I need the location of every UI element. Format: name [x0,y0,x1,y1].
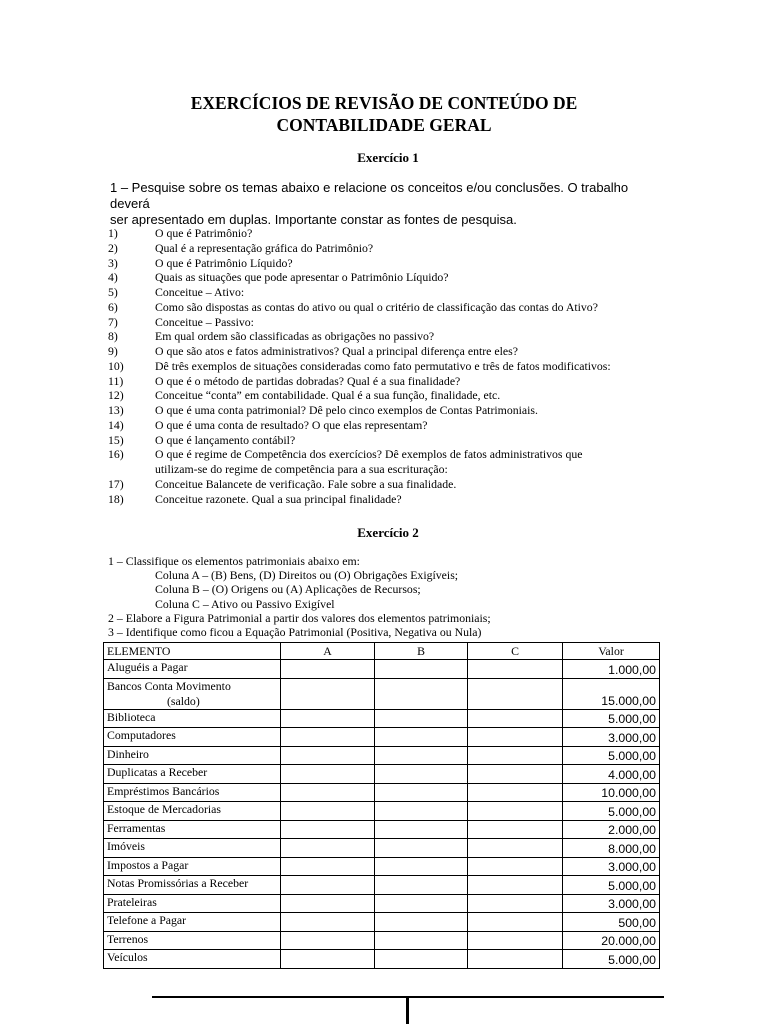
question-number: 9) [108,344,118,358]
table-row [104,709,660,728]
question-number: 11) [108,373,124,388]
elemento-name: Bancos Conta Movimento [107,678,231,693]
elemento-cell [104,765,281,784]
answer-cell-b[interactable] [375,876,468,895]
table-row [104,660,660,679]
answer-cell-c[interactable] [468,783,563,802]
question-text: O que é uma conta patrimonial? Dê pelo cinco exemplos de Contas Patrimoniais. [155,403,538,417]
question-number: 2) [108,240,118,255]
question-item [108,403,668,418]
question-text: O que são atos e fatos administrativos? Qual a principal diferença entre eles? [155,344,518,358]
answer-cell-a[interactable] [281,857,375,876]
answer-cell-c[interactable] [468,709,563,728]
table-row [104,765,660,784]
question-text: Conceitue “conta” em contabilidade. Qual é a sua função, finalidade, etc. [155,388,501,403]
question-item [108,374,668,389]
header-a: A [281,643,375,660]
table-row [104,839,660,858]
table-row [104,931,660,950]
elemento-cell [104,931,281,950]
patrimonial-table [103,642,660,969]
question-item [108,477,668,492]
question-text: Conceitue – Passivo: [155,314,254,329]
intro-line-2: ser apresentado em duplas. Importante constar as fontes de pesquisa. [110,212,517,227]
answer-cell-b[interactable] [375,728,468,747]
answer-cell-b[interactable] [375,660,468,679]
answer-cell-b[interactable] [375,894,468,913]
question-number: 7) [108,314,118,329]
question-item [108,388,668,403]
valor-cell: 3.000,00 [563,728,660,747]
question-item [108,285,668,300]
valor-cell: 3.000,00 [563,894,660,913]
question-list [108,226,668,506]
exercise-2-instructions [108,554,708,639]
answer-cell-c[interactable] [468,857,563,876]
header-c: C [468,643,563,660]
instruction-line: Coluna A – (B) Bens, (D) Direitos ou (O) Obrigações Exigíveis; [155,568,459,583]
answer-cell-c[interactable] [468,950,563,969]
question-item [108,418,668,433]
elemento-cell [104,839,281,858]
instruction-line: Coluna B – (O) Origens ou (A) Aplicações de Recursos; [155,582,421,597]
answer-cell-c[interactable] [468,839,563,858]
answer-cell-a[interactable] [281,783,375,802]
elemento-cell [104,678,281,709]
exercise-1-heading: Exercício 1 [357,150,419,165]
elemento-name: Prateleiras [107,894,157,909]
question-text: Conceitue razonete. Qual a sua principal finalidade? [155,491,402,506]
answer-cell-b[interactable] [375,950,468,969]
answer-cell-a[interactable] [281,746,375,765]
header-valor: Valor [563,643,660,660]
question-text: Conceitue Balancete de verificação. Fale sobre a sua finalidade. [155,476,457,491]
table-header-row [104,643,660,660]
elemento-cell [104,660,281,679]
question-number: 13) [108,403,124,417]
elemento-cell [104,746,281,765]
question-item [108,359,668,374]
question-item [108,462,668,477]
answer-cell-a[interactable] [281,765,375,784]
valor-cell: 8.000,00 [563,839,660,858]
question-number: 15) [108,432,124,447]
answer-cell-b[interactable] [375,913,468,932]
question-item [108,433,668,448]
answer-cell-b[interactable] [375,839,468,858]
question-number: 4) [108,270,118,285]
question-item [108,329,668,344]
valor-cell: 5.000,00 [563,950,660,969]
question-number: 17) [108,476,124,491]
table-row [104,950,660,969]
elemento-name: Terrenos [107,931,149,946]
valor-cell: 2.000,00 [563,820,660,839]
answer-cell-b[interactable] [375,931,468,950]
answer-cell-c[interactable] [468,765,563,784]
question-number: 18) [108,491,124,506]
table-row [104,746,660,765]
question-number: 14) [108,417,124,432]
elemento-name: Duplicatas a Receber [107,765,208,779]
answer-cell-c[interactable] [468,746,563,765]
question-text: O que é lançamento contábil? [155,432,296,447]
elemento-cell [104,709,281,728]
answer-cell-c[interactable] [468,913,563,932]
answer-cell-b[interactable] [375,802,468,821]
answer-cell-b[interactable] [375,783,468,802]
answer-cell-b[interactable] [375,820,468,839]
question-text: O que é Patrimônio Líquido? [155,255,293,270]
answer-cell-a[interactable] [281,950,375,969]
valor-cell: 10.000,00 [563,783,660,802]
answer-cell-a[interactable] [281,894,375,913]
answer-cell-a[interactable] [281,876,375,895]
elemento-name: Impostos a Pagar [107,857,189,872]
elemento-cell [104,857,281,876]
question-number: 8) [108,329,118,344]
elemento-name: Empréstimos Bancários [107,783,220,798]
question-text: Conceitue – Ativo: [155,285,245,299]
question-item [108,492,668,507]
answer-cell-b[interactable] [375,765,468,784]
question-text: utilizam-se do regime de competência para a sua escrituração: [155,462,448,476]
question-item [108,226,668,241]
question-item [108,447,668,462]
answer-cell-a[interactable] [281,678,375,709]
elemento-cell [104,913,281,932]
elemento-cell [104,876,281,895]
question-number: 3) [108,255,118,270]
elemento-name: Estoque de Mercadorias [107,802,221,816]
table-row [104,802,660,821]
table-row [104,728,660,747]
elemento-subtext: (saldo) [167,693,200,708]
footer-divider [406,997,409,1024]
answer-cell-c[interactable] [468,894,563,913]
question-text: Qual é a representação gráfica do Patrimônio? [155,240,374,255]
valor-cell: 4.000,00 [563,765,660,784]
elemento-name: Telefone a Pagar [107,913,187,927]
intro-line-1: 1 – Pesquise sobre os temas abaixo e relacione os conceitos e/ou conclusões. O trabalho deverá [110,180,629,211]
elemento-name: Aluguéis a Pagar [107,660,188,674]
valor-cell: 5.000,00 [563,876,660,895]
header-elemento: ELEMENTO [104,643,281,660]
valor-cell: 500,00 [563,913,660,932]
answer-cell-c[interactable] [468,728,563,747]
question-item [108,344,668,359]
question-text: O que é Patrimônio? [155,226,253,240]
instruction-line: 3 – Identifique como ficou a Equação Patrimonial (Positiva, Negativa ou Nula) [108,625,482,640]
answer-cell-c[interactable] [468,931,563,950]
table-row [104,678,660,709]
elemento-cell [104,820,281,839]
valor-cell: 5.000,00 [563,802,660,821]
elemento-cell [104,783,281,802]
answer-cell-a[interactable] [281,820,375,839]
answer-cell-c[interactable] [468,660,563,679]
valor-cell: 5.000,00 [563,709,660,728]
question-item [108,270,668,285]
question-item [108,315,668,330]
table-row [104,783,660,802]
document-title [0,92,768,136]
elemento-cell [104,802,281,821]
answer-cell-a[interactable] [281,802,375,821]
table-row [104,857,660,876]
answer-cell-a[interactable] [281,728,375,747]
title-line-2: CONTABILIDADE GERAL [276,115,492,135]
instruction-line: Coluna C – Ativo ou Passivo Exigível [155,596,335,611]
answer-cell-b[interactable] [375,678,468,709]
question-number: 5) [108,285,118,299]
elemento-name: Imóveis [107,839,146,853]
answer-cell-a[interactable] [281,709,375,728]
answer-cell-a[interactable] [281,931,375,950]
elemento-cell [104,950,281,969]
elemento-name: Notas Promissórias a Receber [107,876,249,890]
answer-cell-c[interactable] [468,820,563,839]
elemento-name: Veículos [107,950,148,964]
question-number: 10) [108,358,124,373]
valor-cell: 20.000,00 [563,931,660,950]
question-item [108,256,668,271]
question-number: 12) [108,388,124,403]
elemento-name: Dinheiro [107,746,149,761]
question-text: O que é regime de Competência dos exercícios? Dê exemplos de fatos administrativos que [155,447,583,462]
question-text: Quais as situações que pode apresentar o Patrimônio Líquido? [155,270,449,285]
question-text: O que é o método de partidas dobradas? Qual é a sua finalidade? [155,373,461,388]
table-row [104,913,660,932]
instruction-line: 1 – Classifique os elementos patrimoniais abaixo em: [108,554,360,568]
elemento-name: Computadores [107,728,176,742]
exercise-1-intro [110,180,670,228]
elemento-name: Biblioteca [107,709,156,724]
table-row [104,876,660,895]
question-number: 6) [108,299,118,314]
elemento-cell [104,894,281,913]
question-text: O que é uma conta de resultado? O que elas representam? [155,417,428,432]
valor-cell: 1.000,00 [563,660,660,679]
answer-cell-c[interactable] [468,802,563,821]
elemento-name: Ferramentas [107,820,166,835]
answer-cell-c[interactable] [468,678,563,709]
question-text: Como são dispostas as contas do ativo ou qual o critério de classificação das contas do Ativo? [155,299,598,314]
answer-cell-c[interactable] [468,876,563,895]
instruction-line: 2 – Elabore a Figura Patrimonial a partir dos valores dos elementos patrimoniais; [108,610,491,625]
answer-cell-a[interactable] [281,913,375,932]
answer-cell-b[interactable] [375,857,468,876]
header-b: B [375,643,468,660]
question-text: Em qual ordem são classificadas as obrigações no passivo? [155,329,435,344]
answer-cell-b[interactable] [375,746,468,765]
table-row [104,820,660,839]
valor-cell: 3.000,00 [563,857,660,876]
question-item [108,300,668,315]
question-text: Dê três exemplos de situações consideradas como fato permutativo e três de fatos modificativos: [155,358,611,373]
valor-cell: 15.000,00 [563,678,660,709]
question-item [108,241,668,256]
exercise-2-heading: Exercício 2 [357,525,419,540]
answer-cell-a[interactable] [281,660,375,679]
table-row [104,894,660,913]
elemento-cell [104,728,281,747]
answer-cell-a[interactable] [281,839,375,858]
valor-cell: 5.000,00 [563,746,660,765]
title-line-1: EXERCÍCIOS DE REVISÃO DE CONTEÚDO DE [190,93,578,113]
answer-cell-b[interactable] [375,709,468,728]
question-number: 1) [108,226,118,240]
question-number: 16) [108,447,124,462]
